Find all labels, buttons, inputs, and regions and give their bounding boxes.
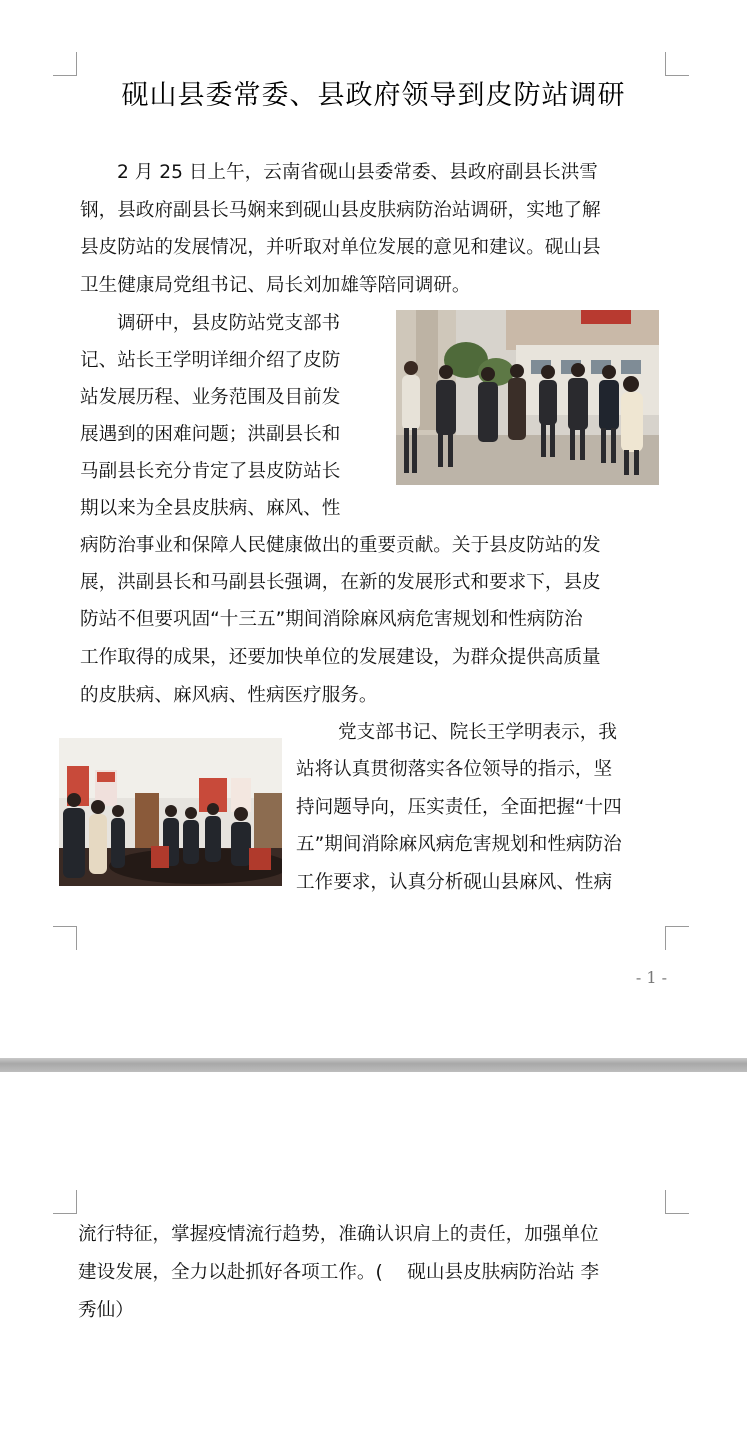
page2-line-1: 流行特征，掌握疫情流行趋势，准确认识肩上的责任，加强单位 xyxy=(78,1224,599,1245)
para2-line-6: 期以来为全县皮肤病、麻风、性 xyxy=(80,498,341,519)
para2-line-3: 站发展历程、业务范围及目前发 xyxy=(80,387,341,408)
para2-line-2: 记、站长王学明详细介绍了皮防 xyxy=(80,350,341,371)
para2-line-9: 防站不但要巩固“十三五”期间消除麻风病危害规划和性病防治 xyxy=(80,609,583,630)
page-number: - 1 - xyxy=(635,968,667,987)
corner-mark-top-right xyxy=(665,1190,689,1214)
para3-line-2: 站将认真贯彻落实各位领导的指示，坚 xyxy=(296,759,613,780)
para1-line-2: 钢，县政府副县长马娴来到砚山县皮肤病防治站调研，实地了解 xyxy=(80,200,601,221)
corner-mark-top-right xyxy=(665,52,689,76)
page-separator xyxy=(0,1058,747,1072)
para2-line-11: 的皮肤病、麻风病、性病医疗服务。 xyxy=(80,685,378,706)
corner-mark-bottom-left xyxy=(53,926,77,950)
page2-line-2: 建设发展，全力以赴抓好各项工作。( 砚山县皮肤病防治站 李 xyxy=(78,1262,600,1283)
para2-line-4: 展遇到的困难问题；洪副县长和 xyxy=(80,424,341,445)
para2-line-8: 展，洪副县长和马副县长强调，在新的发展形式和要求下，县皮 xyxy=(80,572,601,593)
para3-line-1: 党支部书记、院长王学明表示，我 xyxy=(338,722,617,743)
corner-mark-bottom-right xyxy=(665,926,689,950)
para2-line-7: 病防治事业和保障人民健康做出的重要贡献。关于县皮防站的发 xyxy=(80,535,601,556)
para1-line-1: 2 月 25 日上午，云南省砚山县委常委、县政府副县长洪雪 xyxy=(117,162,598,183)
corner-mark-top-left xyxy=(53,1190,77,1214)
document-page-2 xyxy=(0,1072,747,1450)
para3-line-4: 五”期间消除麻风病危害规划和性病防治 xyxy=(296,834,622,855)
para3-line-3: 持问题导向，压实责任，全面把握“十四 xyxy=(296,797,622,818)
para1-line-4: 卫生健康局党组书记、局长刘加雄等陪同调研。 xyxy=(80,275,471,296)
para2-line-1: 调研中，县皮防站党支部书 xyxy=(117,313,341,334)
document-title: 砚山县委常委、县政府领导到皮防站调研 xyxy=(121,80,626,111)
para1-line-3: 县皮防站的发展情况，并听取对单位发展的意见和建议。砚山县 xyxy=(80,237,601,258)
corner-mark-top-left xyxy=(53,52,77,76)
photo-meeting-room xyxy=(59,738,282,886)
para3-line-5: 工作要求，认真分析砚山县麻风、性病 xyxy=(296,872,613,893)
para2-line-5: 马副县长充分肯定了县皮防站长 xyxy=(80,461,341,482)
page2-line-3: 秀仙） xyxy=(78,1300,134,1321)
para2-line-10: 工作取得的成果，还要加快单位的发展建设，为群众提供高质量 xyxy=(80,647,601,668)
photo-courtyard-inspection xyxy=(396,310,659,485)
